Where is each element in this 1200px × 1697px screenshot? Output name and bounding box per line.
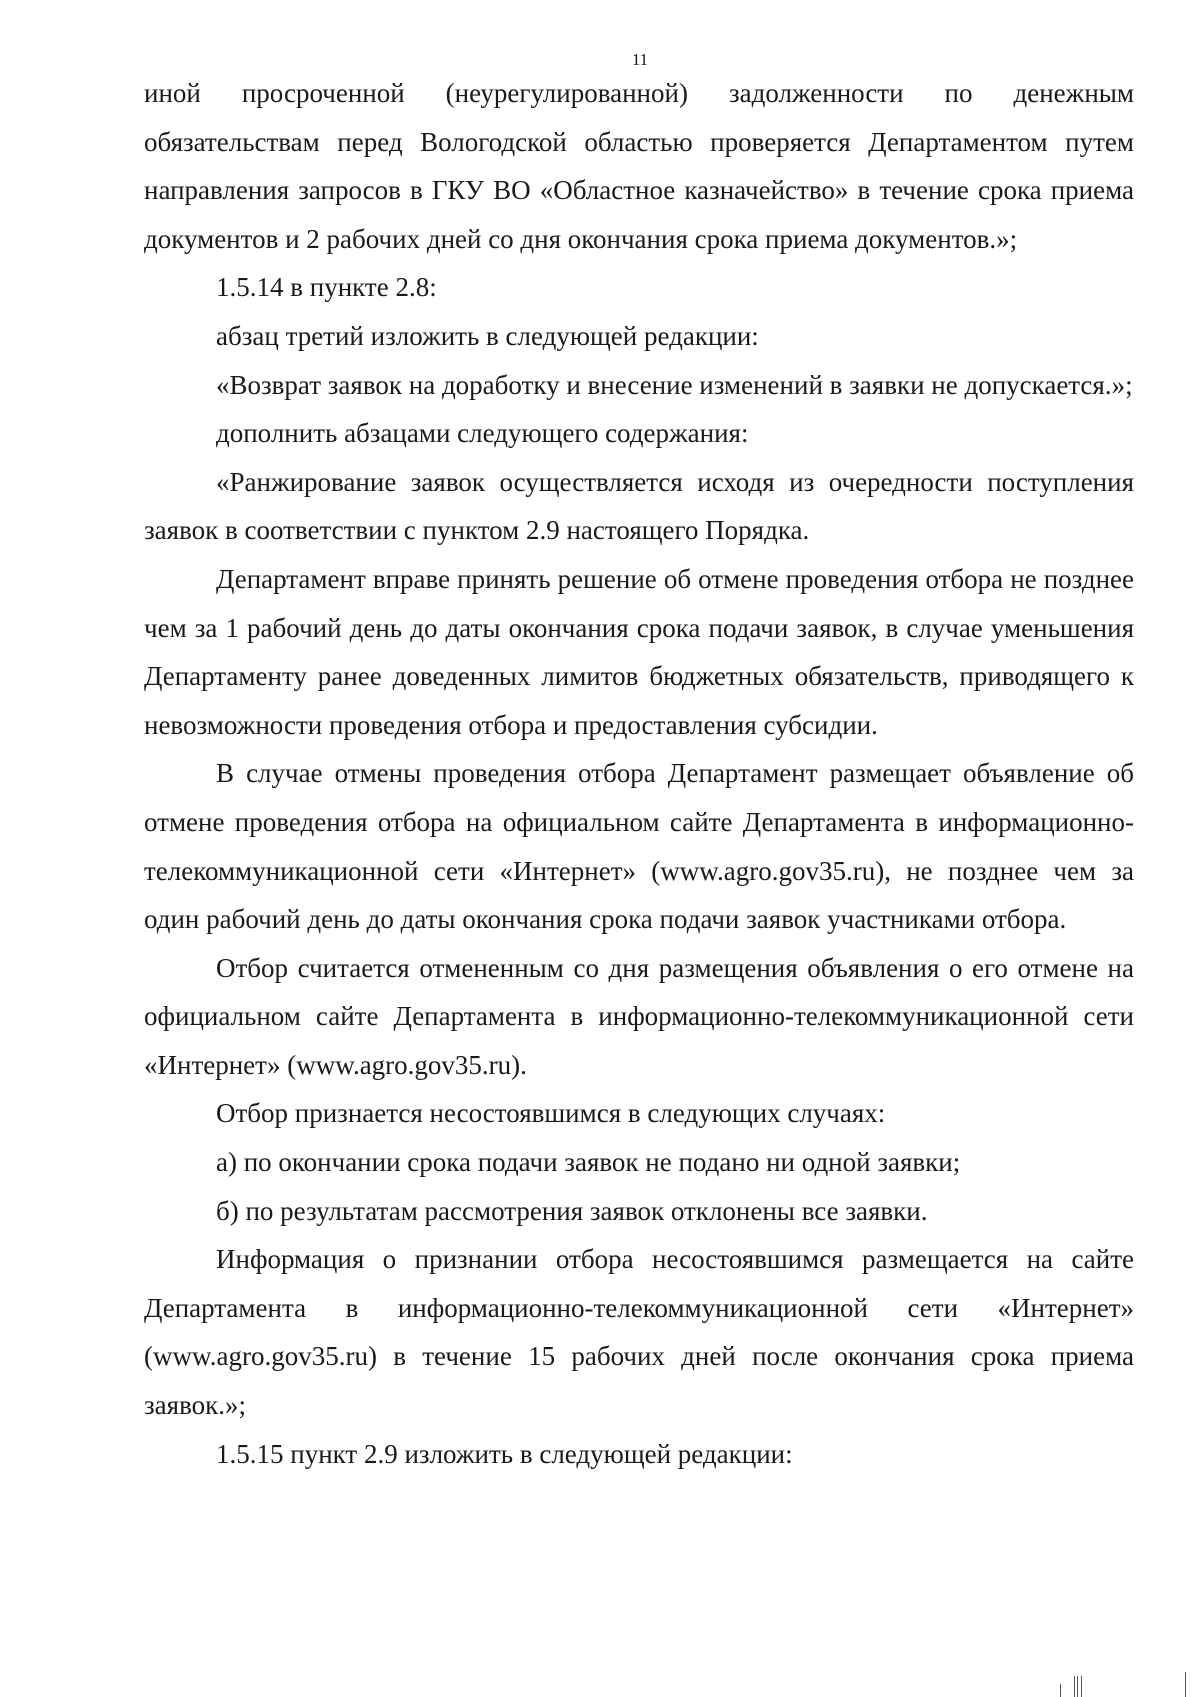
- paragraph-ranking: «Ранжирование заявок осуществляется исходя из очередности поступления заявок в соответствии с пунктом 2.9 настоящего Порядка.: [144, 466, 1134, 546]
- list-item-a: а) по окончании срока подачи заявок не подано ни одной заявки;: [216, 1147, 961, 1178]
- list-item-b: б) по результатам рассмотрения заявок отклонены все заявки.: [216, 1195, 928, 1226]
- paragraph-third-abzats: абзац третий изложить в следующей редакции:: [216, 320, 759, 351]
- document-body: [144, 69, 1134, 1478]
- paragraph-cancel-announcement: В случае отмены проведения отбора Департамент размещает объявление об отмене проведения отбора на официальном сайте Департамента в информационно-телекоммуникационной сети «Интернет» (www.agro.gov35.ru), не позднее чем за один рабочий день до даты окончания срока подачи заявок участниками отбора.: [144, 758, 1134, 935]
- scan-artifact-marks: [1060, 1672, 1190, 1697]
- paragraph-supplement: дополнить абзацами следующего содержания:: [216, 418, 749, 449]
- paragraph-return-not-allowed: «Возврат заявок на доработку и внесение изменений в заявки не допускается.»;: [216, 369, 1133, 400]
- paragraph-cancel-right: Департамент вправе принять решение об отмене проведения отбора не позднее чем за 1 рабочий день до даты окончания срока подачи заявок, в случае уменьшения Департаменту ранее доведенных лимитов бюджетных обязательств, приводящего к невозможности проведения отбора и предоставления субсидии.: [144, 563, 1134, 740]
- paragraph-item-1-5-14: 1.5.14 в пункте 2.8:: [216, 272, 437, 303]
- paragraph-item-1-5-15: 1.5.15 пункт 2.9 изложить в следующей редакции:: [216, 1438, 793, 1469]
- paragraph-cancel-effective: Отбор считается отмененным со дня размещения объявления о его отмене на официальном сайте Департамента в информационно-телекоммуникационной сети «Интернет» (www.agro.gov35.ru).: [144, 952, 1134, 1080]
- paragraph-debt-check: иной просроченной (неурегулированной) задолженности по денежным обязательствам перед Вологодской областью проверяется Департаментом путем направления запросов в ГКУ ВО «Областное казначейство» в течение срока приема документов и 2 рабочих дней со дня окончания срока приема документов.»;: [144, 78, 1134, 254]
- paragraph-failed-info: Информация о признании отбора несостоявшимся размещается на сайте Департамента в информационно-телекоммуникационной сети «Интернет» (www.agro.gov35.ru) в течение 15 рабочих дней после окончания срока приема заявок.»;: [144, 1244, 1134, 1421]
- paragraph-failed-cases: Отбор признается несостоявшимся в следующих случаях:: [216, 1098, 886, 1129]
- page-number: 11: [631, 50, 649, 69]
